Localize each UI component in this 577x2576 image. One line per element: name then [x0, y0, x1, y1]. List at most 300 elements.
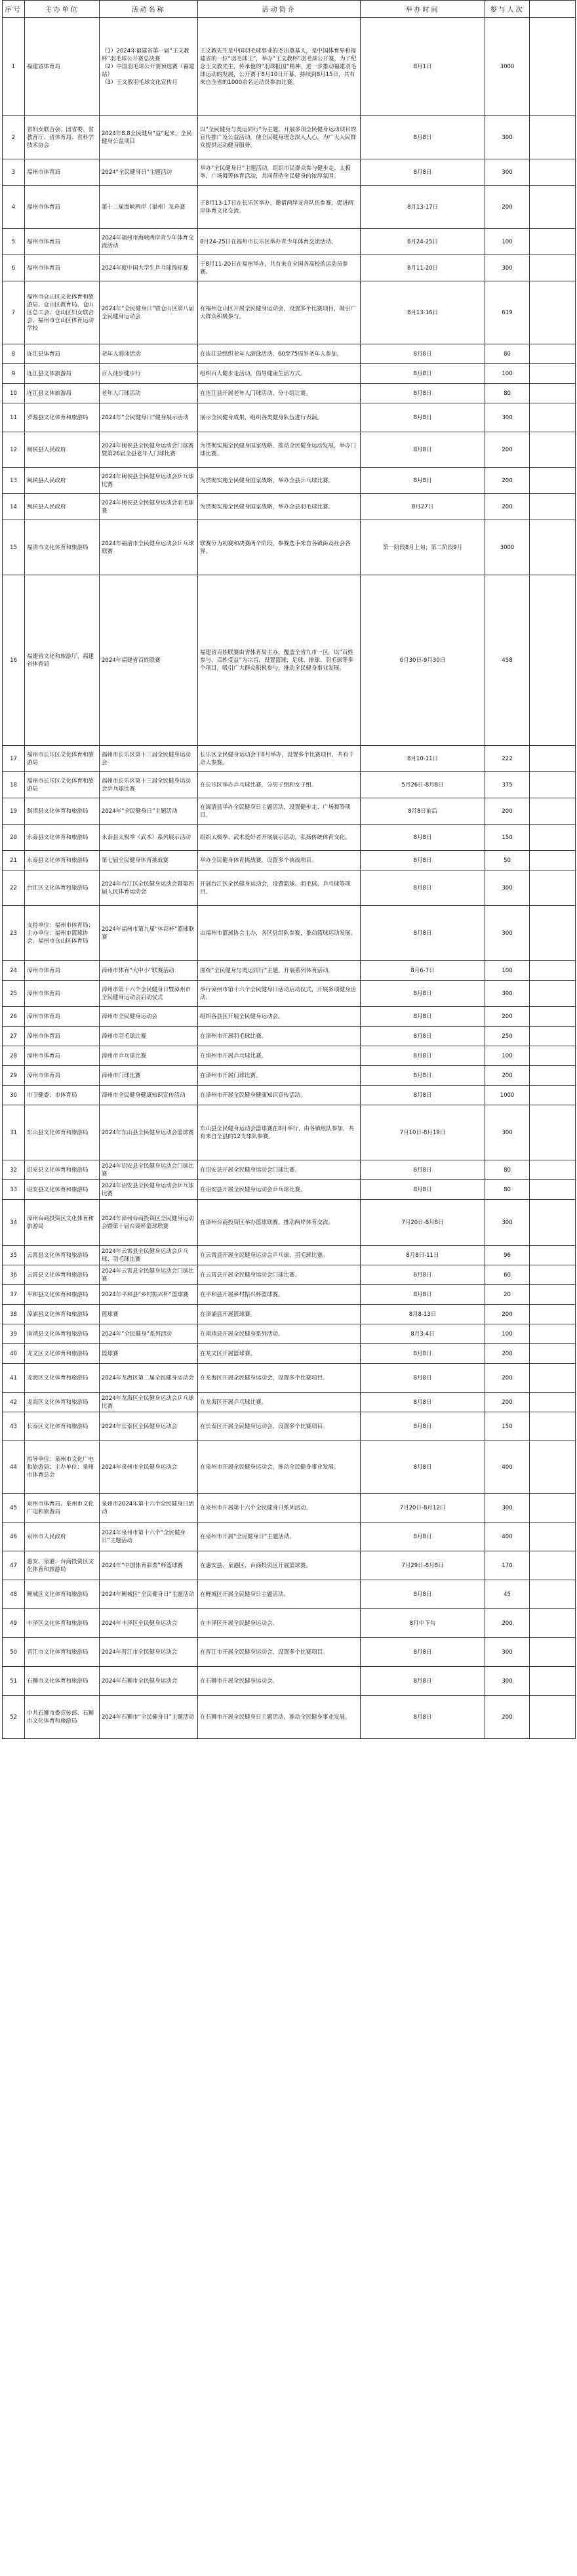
table-row: [3, 1305, 576, 1324]
table-row: [3, 159, 576, 186]
row-index: 45: [3, 1494, 25, 1523]
row-index: 27: [3, 1027, 25, 1046]
row-description: 在漳浦县开展篮球赛。: [198, 1305, 361, 1324]
row-description: 在福州仓山区开展全民健身运动会，设置多个比赛项目，吸引广大群众积极参与。: [198, 281, 361, 344]
row-spare: [530, 494, 576, 520]
row-description: 展示全民健身成果，组织各类健身队伍进行表演。: [198, 403, 361, 432]
row-time: 8月8日: [361, 1580, 485, 1609]
row-time: 8月8日: [361, 364, 485, 384]
row-participants: 300: [485, 1667, 530, 1696]
row-event-name: 2024年福州市海峡两岸青少年体育交流活动: [100, 229, 198, 255]
row-participants: 200: [485, 1066, 530, 1086]
row-organizer: 漳州市体育局: [25, 1007, 100, 1027]
row-organizer: 福建省文化和旅游厅、福建省体育局: [25, 575, 100, 746]
row-organizer: 南靖县文化体育和旅游局: [25, 1324, 100, 1344]
row-time: 8月8日: [361, 1027, 485, 1046]
row-event-name: 漳州市体育“大中小”联赛活动: [100, 961, 198, 981]
row-organizer: 漳浦县文化体育和旅游局: [25, 1305, 100, 1324]
event-table: [2, 0, 576, 1739]
row-participants: 200: [485, 1696, 530, 1739]
row-organizer: 台江区文化体育和旅游局: [25, 870, 100, 906]
row-index: 51: [3, 1667, 25, 1696]
row-participants: 619: [485, 281, 530, 344]
row-time: 8月8日: [361, 432, 485, 468]
table-row: [3, 494, 576, 520]
row-organizer: 市卫健委、市体育局: [25, 1086, 100, 1105]
row-participants: 200: [485, 1007, 530, 1027]
row-organizer: 支持单位：福州市体育局；主办单位：福州市篮球协会、福州市仓山区体育局: [25, 906, 100, 961]
table-row: [3, 1609, 576, 1638]
row-time: 8月8日: [361, 159, 485, 186]
row-time: 8月8日: [361, 1046, 485, 1066]
row-event-name: 2024年福建省百姓联赛: [100, 575, 198, 746]
row-organizer: 漳州市体育局: [25, 961, 100, 981]
row-event-name: 漳州市门球比赛: [100, 1066, 198, 1086]
row-spare: [530, 384, 576, 403]
row-time: 7月20日-8月12日: [361, 1494, 485, 1523]
row-index: 44: [3, 1441, 25, 1494]
row-description: 在长泰区开展全民健身运动会，设置多个比赛项目。: [198, 1412, 361, 1441]
row-time: 8月8日: [361, 1441, 485, 1494]
table-row: [3, 1200, 576, 1246]
row-time: 8月24-25日: [361, 229, 485, 255]
row-event-name: 2024年闽侯县全民健身运动会门球赛暨第26届全县老年人门球比赛: [100, 432, 198, 468]
row-time: 8月8日: [361, 1180, 485, 1200]
row-participants: 3000: [485, 18, 530, 116]
row-participants: 80: [485, 384, 530, 403]
row-time: 8月8日: [361, 870, 485, 906]
row-organizer: 闽清县文化体育和旅游局: [25, 798, 100, 825]
row-time: 8月8日: [361, 1160, 485, 1180]
row-description: 围绕“全民健身与奥运同行”主题，开展系列体育活动。: [198, 961, 361, 981]
row-event-name: 2024年晋江市全民健身运动会: [100, 1638, 198, 1667]
table-row: [3, 1441, 576, 1494]
row-spare: [530, 575, 576, 746]
table-row: [3, 746, 576, 772]
row-spare: [530, 229, 576, 255]
row-participants: 200: [485, 432, 530, 468]
row-participants: 300: [485, 1105, 530, 1160]
row-spare: [530, 1007, 576, 1027]
row-index: 37: [3, 1285, 25, 1305]
row-index: 21: [3, 851, 25, 870]
row-participants: 200: [485, 1609, 530, 1638]
row-index: 39: [3, 1324, 25, 1344]
row-index: 15: [3, 520, 25, 575]
row-organizer: 闽侯县人民政府: [25, 494, 100, 520]
row-event-name: 漳州市羽毛球比赛: [100, 1027, 198, 1046]
row-index: 52: [3, 1696, 25, 1739]
row-spare: [530, 281, 576, 344]
row-index: 11: [3, 403, 25, 432]
row-participants: 458: [485, 575, 530, 746]
row-time: 8月13-17日: [361, 186, 485, 229]
row-index: 48: [3, 1580, 25, 1609]
row-participants: 200: [485, 1305, 530, 1324]
row-description: 在诏安县开展全民健身运动会乒乓球比赛。: [198, 1180, 361, 1200]
row-participants: 100: [485, 961, 530, 981]
row-description: 在平和县开展乡村振兴杯篮球赛。: [198, 1285, 361, 1305]
row-spare: [530, 906, 576, 961]
row-spare: [530, 255, 576, 281]
row-description: 8月24-25日在福州市长乐区举办青少年体育交流活动。: [198, 229, 361, 255]
table-row: [3, 1027, 576, 1046]
row-organizer: 福州市体育局: [25, 159, 100, 186]
row-index: 34: [3, 1200, 25, 1246]
row-organizer: 福清市文化体育和旅游局: [25, 520, 100, 575]
row-event-name: 2024年石狮市全民健身运动会: [100, 1667, 198, 1696]
row-time: 8月8日: [361, 981, 485, 1007]
row-spare: [530, 798, 576, 825]
row-spare: [530, 1494, 576, 1523]
row-spare: [530, 1638, 576, 1667]
row-participants: 96: [485, 1246, 530, 1265]
row-index: 13: [3, 468, 25, 494]
row-time: 8月8日前后: [361, 798, 485, 825]
row-description: 组织太极拳、武术爱好者开展展示活动，弘扬传统体育文化。: [198, 825, 361, 851]
row-participants: 300: [485, 981, 530, 1007]
row-time: 5月26日-8月8日: [361, 772, 485, 798]
row-time: 第一阶段8月上旬；第二阶段9月: [361, 520, 485, 575]
row-time: 8月8日: [361, 1007, 485, 1027]
table-row: [3, 255, 576, 281]
row-description: 在石狮市开展全民健身运动会。: [198, 1667, 361, 1696]
row-time: 8月1日: [361, 18, 485, 116]
row-event-name: 2024年龙海区全民健身运动会乒乓球比赛: [100, 1393, 198, 1412]
table-row: [3, 229, 576, 255]
table-row: [3, 384, 576, 403]
table-row: [3, 1667, 576, 1696]
table-row: [3, 1344, 576, 1364]
row-organizer: 龙海区文化体育和旅游局: [25, 1393, 100, 1412]
row-spare: [530, 1324, 576, 1344]
row-participants: 60: [485, 1265, 530, 1285]
row-time: 8月8日: [361, 403, 485, 432]
row-participants: 300: [485, 1494, 530, 1523]
row-participants: 300: [485, 1200, 530, 1246]
row-time: 8月8日: [361, 1066, 485, 1086]
row-organizer: 平和县文化体育和旅游局: [25, 1285, 100, 1305]
row-participants: 80: [485, 1180, 530, 1200]
row-description: 在连江县开展老年人门球活动，分小组比赛。: [198, 384, 361, 403]
row-spare: [530, 1027, 576, 1046]
table-row: [3, 798, 576, 825]
row-event-name: 老年人门球活动: [100, 384, 198, 403]
table-row: [3, 1412, 576, 1441]
row-event-name: 2024年云霄县全民健身运动会乒乓球、羽毛球比赛: [100, 1246, 198, 1265]
row-participants: 300: [485, 116, 530, 159]
row-spare: [530, 1160, 576, 1180]
row-event-name: 2024年“中国体育彩票”杯篮球赛: [100, 1551, 198, 1580]
row-event-name: 2024年“全民健身日”暨仓山区第八届全民健身运动会: [100, 281, 198, 344]
row-spare: [530, 961, 576, 981]
row-participants: 170: [485, 1551, 530, 1580]
row-event-name: 2024年“全民健身日”健身展示活动: [100, 403, 198, 432]
row-event-name: 泉州市2024年第十六个全民健身日活动: [100, 1494, 198, 1523]
row-index: 4: [3, 186, 25, 229]
row-index: 23: [3, 906, 25, 961]
row-event-name: 2024年福清市全民健身运动会乒乓球联赛: [100, 520, 198, 575]
row-description: 在石狮市开展全民健身日主题活动，推动全民健身事业发展。: [198, 1696, 361, 1739]
row-organizer: 龙海区文化体育和旅游局: [25, 1364, 100, 1393]
row-time: 8月8日-11日: [361, 1246, 485, 1265]
table-row: [3, 1324, 576, 1344]
table-row: [3, 520, 576, 575]
row-description: 在龙海区开展乒乓球比赛。: [198, 1393, 361, 1412]
row-event-name: 漳州市全民健身运动会: [100, 1007, 198, 1027]
row-participants: 200: [485, 1364, 530, 1393]
row-spare: [530, 159, 576, 186]
row-spare: [530, 825, 576, 851]
row-spare: [530, 746, 576, 772]
row-description: 在丰泽区开展全民健身运动会。: [198, 1609, 361, 1638]
table-row: [3, 1364, 576, 1393]
row-organizer: 漳州市体育局: [25, 1027, 100, 1046]
row-participants: 150: [485, 1412, 530, 1441]
row-event-name: 2024年诏安县全民健身运动会乒乓球比赛: [100, 1180, 198, 1200]
row-participants: 100: [485, 1324, 530, 1344]
row-event-name: 2024年东山县全民健身运动会篮球赛: [100, 1105, 198, 1160]
row-event-name: 2024年石狮市“全民健身日”主题活动: [100, 1696, 198, 1739]
row-index: 6: [3, 255, 25, 281]
row-index: 25: [3, 981, 25, 1007]
table-row: [3, 1696, 576, 1739]
row-organizer: 漳州台商投资区文化体育和旅游局: [25, 1200, 100, 1246]
row-time: 8月8日: [361, 1086, 485, 1105]
row-index: 36: [3, 1265, 25, 1285]
row-event-name: 2024年福州市第九届“体彩杯”篮球联赛: [100, 906, 198, 961]
row-participants: 200: [485, 1393, 530, 1412]
row-description: 于8月11-20日在福州举办，共有来自全国各高校的运动员参赛。: [198, 255, 361, 281]
row-time: 8月8日: [361, 1344, 485, 1364]
row-participants: 100: [485, 364, 530, 384]
row-index: 12: [3, 432, 25, 468]
row-description: 在云霄县开展全民健身运动会门球比赛。: [198, 1265, 361, 1285]
table-row: [3, 1066, 576, 1086]
row-index: 29: [3, 1066, 25, 1086]
row-description: 王文教先生是中国羽毛球事业的杰出奠基人，是中国体育界和福建省的一位“羽毛球王”，举办“王文教杯”羽毛球公开赛，为了纪念王文教先生，传承他的“羽球报国”精神，进一步推动福建羽毛球运动的发展，公开赛于8月10日开幕，持续到8月15日，共有来自全省的1000余名运动员参加比赛。: [198, 18, 361, 116]
table-row: [3, 851, 576, 870]
row-organizer: 晋江市文化体育和旅游局: [25, 1638, 100, 1667]
row-time: 8月8日: [361, 1393, 485, 1412]
row-organizer: 福州市体育局: [25, 229, 100, 255]
row-participants: 200: [485, 494, 530, 520]
row-description: 在闽清县举办全民健身日主题活动，设置健步走、广场舞等项目。: [198, 798, 361, 825]
row-spare: [530, 1246, 576, 1265]
row-index: 18: [3, 772, 25, 798]
row-event-name: 2024年丰泽区全民健身运动会: [100, 1609, 198, 1638]
row-event-name: 2024“全民健身日”主题活动: [100, 159, 198, 186]
row-spare: [530, 1265, 576, 1285]
row-index: 2: [3, 116, 25, 159]
row-participants: 200: [485, 798, 530, 825]
row-event-name: 2024年台江区全民健身运动会暨第四届人民体育运动会: [100, 870, 198, 906]
row-time: 8月8日: [361, 825, 485, 851]
row-description: 长乐区全民健身运动会于8月举办，设置多个比赛项目，共有千余人参赛。: [198, 746, 361, 772]
row-time: 8月10-11日: [361, 746, 485, 772]
row-time: 8月8日: [361, 1364, 485, 1393]
table-row: [3, 281, 576, 344]
row-index: 7: [3, 281, 25, 344]
row-spare: [530, 186, 576, 229]
row-time: 8月8日: [361, 468, 485, 494]
row-spare: [530, 18, 576, 116]
table-row: [3, 1105, 576, 1160]
row-index: 19: [3, 798, 25, 825]
row-organizer: 闽侯县人民政府: [25, 432, 100, 468]
row-event-name: 福州市长乐区第十三届全民健身运动会乒乓球比赛: [100, 772, 198, 798]
row-event-name: 永泰县太极拳（武术）系列展示活动: [100, 825, 198, 851]
row-organizer: 省妇女联合会、团省委、省教育厅、省体育局、省科学技术协会: [25, 116, 100, 159]
header-event-name: 活动名称: [100, 1, 198, 18]
row-participants: 100: [485, 1046, 530, 1066]
row-participants: 150: [485, 825, 530, 851]
row-event-name: 2024年“全民健身”系列活动: [100, 1324, 198, 1344]
row-spare: [530, 1066, 576, 1086]
row-participants: 20: [485, 1285, 530, 1305]
row-spare: [530, 116, 576, 159]
row-participants: 200: [485, 1344, 530, 1364]
row-time: 8月11-20日: [361, 255, 485, 281]
row-organizer: 漳州市体育局: [25, 1046, 100, 1066]
row-participants: 3000: [485, 520, 530, 575]
row-time: 8月中下旬: [361, 1609, 485, 1638]
row-spare: [530, 1046, 576, 1066]
row-participants: 50: [485, 851, 530, 870]
row-organizer: 连江县文体旅游局: [25, 364, 100, 384]
row-event-name: 2024年漳州台商投资区全民健身运动会暨第十届台商杯篮球联赛: [100, 1200, 198, 1246]
row-index: 20: [3, 825, 25, 851]
row-participants: 250: [485, 1027, 530, 1046]
table-row: [3, 18, 576, 116]
row-organizer: 闽侯县人民政府: [25, 468, 100, 494]
row-description: 举办“全民健身日”主题活动，组织市民群众参与健步走、太极拳、广场舞等体育活动，共同营造全民健身的浓厚氛围。: [198, 159, 361, 186]
row-participants: 400: [485, 1441, 530, 1494]
row-description: 以“全民健身与奥运同行”为主题，开展多项全民健身运动项目的宣传推广及公益活动，使全民健身理念深入人心，为广大人民群众提供运动健身服务。: [198, 116, 361, 159]
row-event-name: 2024年平和县“乡村振兴杯”篮球赛: [100, 1285, 198, 1305]
row-organizer: 福州市体育局: [25, 186, 100, 229]
row-description: 在连江县组织老年人游泳活动，60至75周岁老年人参加。: [198, 344, 361, 364]
row-description: 组织各县区开展全民健身运动会。: [198, 1007, 361, 1027]
row-index: 47: [3, 1551, 25, 1580]
row-participants: 400: [485, 1523, 530, 1551]
row-organizer: 龙文区文化体育和旅游局: [25, 1344, 100, 1364]
row-event-name: 福州市长乐区第十三届全民健身运动会: [100, 746, 198, 772]
row-spare: [530, 1200, 576, 1246]
row-index: 26: [3, 1007, 25, 1027]
row-description: 举办全民健身体育挑战赛，设置多个挑战项目。: [198, 851, 361, 870]
row-spare: [530, 432, 576, 468]
row-description: 为贯彻实施全民健身国家战略，举办全县羽毛球比赛。: [198, 494, 361, 520]
row-description: 在泉州市开展全民健身运动会，推动全民健身事业发展。: [198, 1441, 361, 1494]
row-time: 7月20日-8月8日: [361, 1200, 485, 1246]
row-event-name: 第七届全民健身体育挑战赛: [100, 851, 198, 870]
table-row: [3, 1551, 576, 1580]
table-row: [3, 1246, 576, 1265]
row-spare: [530, 1305, 576, 1324]
row-spare: [530, 520, 576, 575]
row-organizer: 漳州市体育局: [25, 981, 100, 1007]
row-time: 8月8日: [361, 906, 485, 961]
table-row: [3, 186, 576, 229]
row-index: 1: [3, 18, 25, 116]
row-spare: [530, 344, 576, 364]
row-description: 在漳州台商投资区举办篮球联赛，推动两岸体育交流。: [198, 1200, 361, 1246]
row-spare: [530, 1344, 576, 1364]
row-organizer: 中共石狮市委宣传部、石狮市文化体育和旅游局: [25, 1696, 100, 1739]
table-row: [3, 1523, 576, 1551]
row-time: 8月8日: [361, 1667, 485, 1696]
row-event-name: 老年人游泳活动: [100, 344, 198, 364]
row-description: 在泉州市开展“全民健身日”主题活动。: [198, 1523, 361, 1551]
row-organizer: 福州市长乐区文化体育和旅游局: [25, 746, 100, 772]
table-row: [3, 364, 576, 384]
row-spare: [530, 403, 576, 432]
row-organizer: 连江县体育局: [25, 344, 100, 364]
row-description: 开展台江区全民健身运动会，设置篮球、羽毛球、乒乓球等项目。: [198, 870, 361, 906]
row-organizer: 丰泽区文化体育和旅游局: [25, 1609, 100, 1638]
row-spare: [530, 1551, 576, 1580]
row-time: 8月8日: [361, 851, 485, 870]
row-time: 8月8日: [361, 116, 485, 159]
row-participants: 300: [485, 870, 530, 906]
row-participants: 200: [485, 186, 530, 229]
row-spare: [530, 1393, 576, 1412]
row-time: 8月27日: [361, 494, 485, 520]
row-description: 福建省百姓联赛由省体育局主办，覆盖全省九市一区，以“百姓参与、百姓受益”为宗旨，设置篮球、足球、排球、羽毛球等多个项目，吸引广大群众积极参与，推动全民健身事业发展。: [198, 575, 361, 746]
table-row: [3, 1086, 576, 1105]
row-time: 8月8日: [361, 1696, 485, 1739]
row-event-name: 2024年闽侯县全民健身运动会羽毛球赛: [100, 494, 198, 520]
row-index: 38: [3, 1305, 25, 1324]
row-participants: 300: [485, 255, 530, 281]
row-index: 3: [3, 159, 25, 186]
row-description: 在龙文区开展篮球赛。: [198, 1344, 361, 1364]
row-participants: 300: [485, 906, 530, 961]
row-event-name: 2024年长泰区全民健身运动会: [100, 1412, 198, 1441]
row-description: 在晋江市开展全民健身运动会，设置多个比赛项目。: [198, 1638, 361, 1667]
row-index: 43: [3, 1412, 25, 1441]
row-time: 8月8日: [361, 1265, 485, 1285]
table-row: [3, 1638, 576, 1667]
table-row: [3, 432, 576, 468]
row-time: 8月13-16日: [361, 281, 485, 344]
row-event-name: 2024年泉州市第十六个“全民健身日”主题活动: [100, 1523, 198, 1551]
row-event-name: 2024年云霄县全民健身运动会门球比赛: [100, 1265, 198, 1285]
row-time: 8月6-7日: [361, 961, 485, 981]
row-description: 在诏安县开展全民健身运动会门球比赛。: [198, 1160, 361, 1180]
row-index: 41: [3, 1364, 25, 1393]
row-spare: [530, 851, 576, 870]
row-organizer: 云霄县文化体育和旅游局: [25, 1265, 100, 1285]
row-index: 31: [3, 1105, 25, 1160]
header-description: 活动简介: [198, 1, 361, 18]
row-organizer: 惠安、泉港、台商投资区文化体育和旅游局: [25, 1551, 100, 1580]
row-organizer: 诏安县文化体育和旅游局: [25, 1180, 100, 1200]
row-participants: 222: [485, 746, 530, 772]
row-index: 35: [3, 1246, 25, 1265]
row-index: 16: [3, 575, 25, 746]
row-event-name: 2024年闽侯县全民健身运动会乒乓球比赛: [100, 468, 198, 494]
row-index: 42: [3, 1393, 25, 1412]
row-description: 联赛分为初赛和决赛两个阶段，参赛选手来自各镇街及社会各界。: [198, 520, 361, 575]
row-organizer: 漳州市体育局: [25, 1066, 100, 1086]
row-event-name: 篮球赛: [100, 1305, 198, 1324]
row-time: 8月8日: [361, 1412, 485, 1441]
row-index: 40: [3, 1344, 25, 1364]
table-row: [3, 1180, 576, 1200]
row-participants: 45: [485, 1580, 530, 1609]
